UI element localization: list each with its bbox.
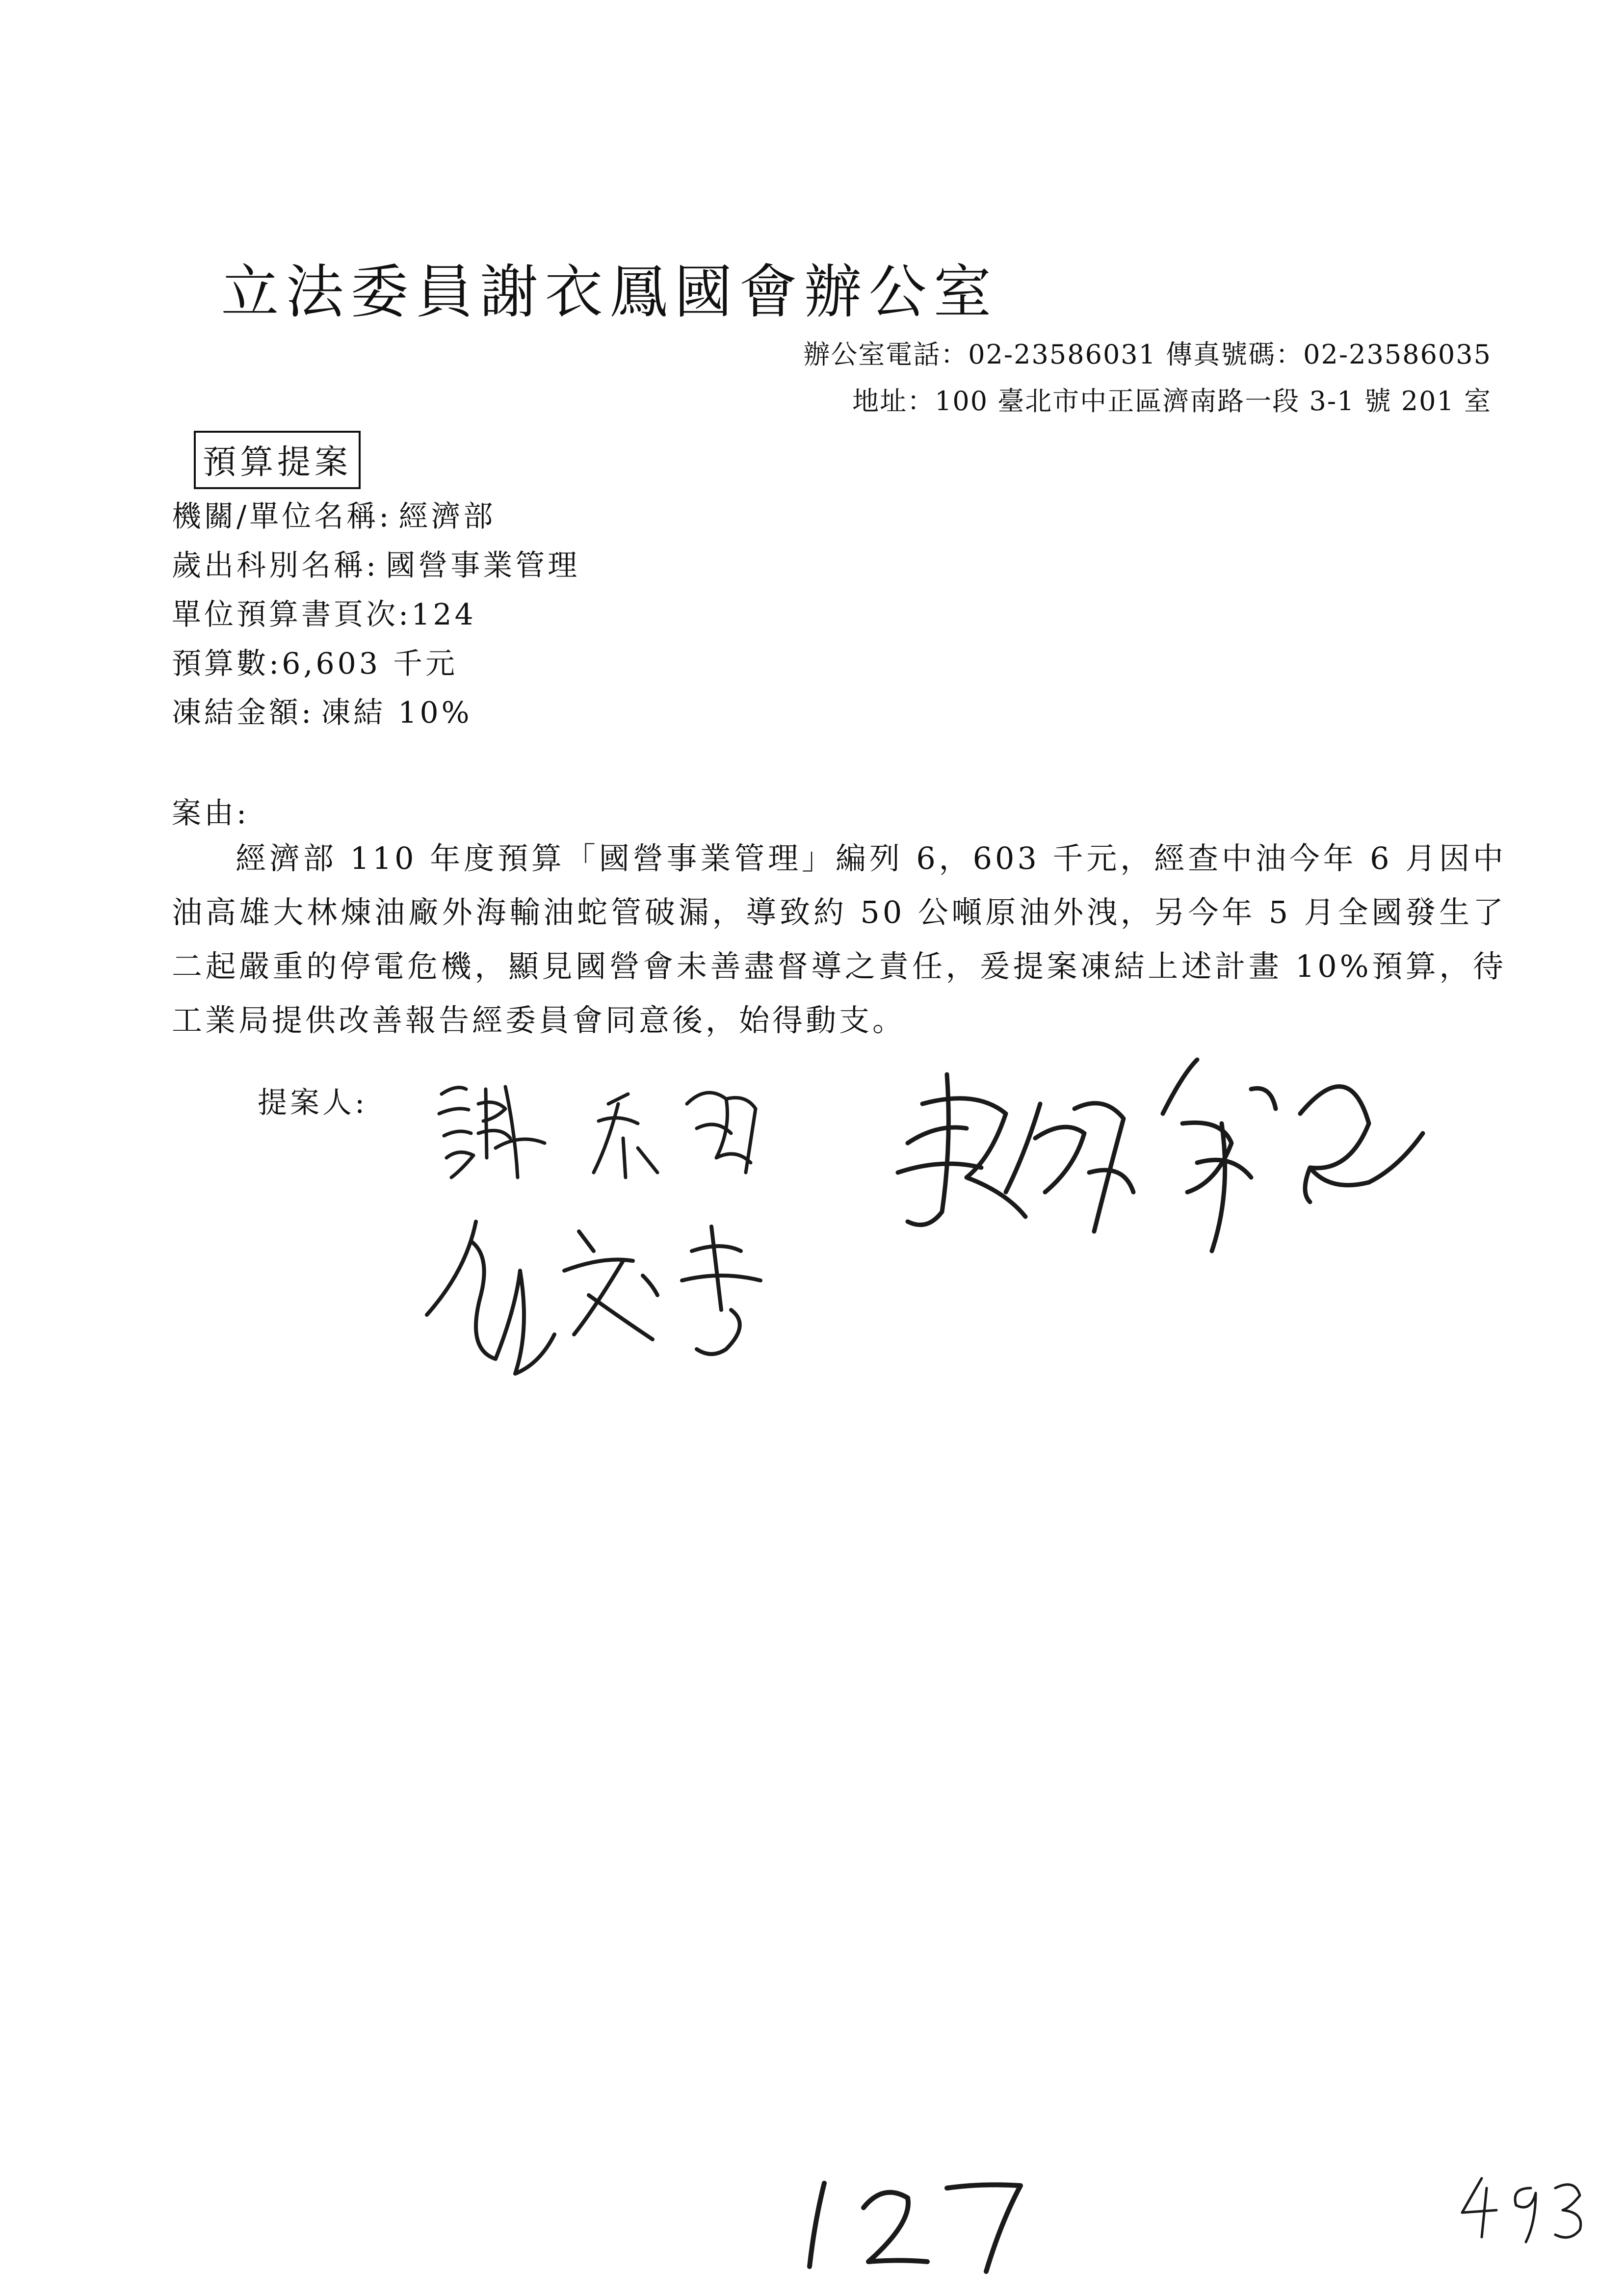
field-label: 機關/單位名稱: [172, 499, 392, 534]
field-budget-page [172, 591, 476, 633]
proposer-label: 提案人: [258, 1086, 368, 1120]
field-budget-amount [172, 640, 458, 682]
handwritten-page-number [795, 2164, 1030, 2281]
field-value: 凍結 10% [321, 696, 472, 730]
signature-2 [417, 1212, 800, 1388]
reason-label: 案由: [172, 796, 250, 831]
phone-fax-line: 辦公室電話：02-23586031 傳真號碼：02-23586035 [803, 339, 1492, 370]
office-title: 立法委員謝衣鳳國會辦公室 [221, 258, 998, 326]
document-type-box: 預算提案 [194, 431, 361, 489]
field-freeze-amount [172, 689, 472, 731]
field-label: 單位預算書頁次: [172, 598, 412, 632]
signature-1 [432, 1074, 805, 1187]
handwritten-corner-number [1452, 2168, 1599, 2247]
field-label: 預算數: [172, 647, 282, 681]
reason-body: 經濟部 110 年度預算「國營事業管理」編列 6，603 千元，經查中油今年 6 月因中油高雄大林煉油廠外海輸油蛇管破漏，導致約 50 公噸原油外洩，另今年 5 月全國發生了二起嚴重的停電危機，顯見國營會未善盡督導之責任，爰提案凍結上述計畫 10%預算，待工業局提供改善報告經委員會同意後，始得動支。 [172, 840, 1506, 1038]
field-value: 國營事業管理 [386, 548, 580, 583]
field-value: 經濟部 [398, 499, 496, 534]
signature-3 [878, 1045, 1442, 1280]
field-value: 6,603 千元 [282, 647, 458, 681]
field-value: 124 [411, 598, 476, 632]
field-label: 凍結金額: [172, 696, 314, 730]
field-agency [172, 493, 496, 535]
field-expenditure-category [172, 542, 580, 584]
field-label: 歲出科別名稱: [172, 548, 379, 583]
address-line: 地址：100 臺北市中正區濟南路一段 3-1 號 201 室 [852, 386, 1492, 417]
